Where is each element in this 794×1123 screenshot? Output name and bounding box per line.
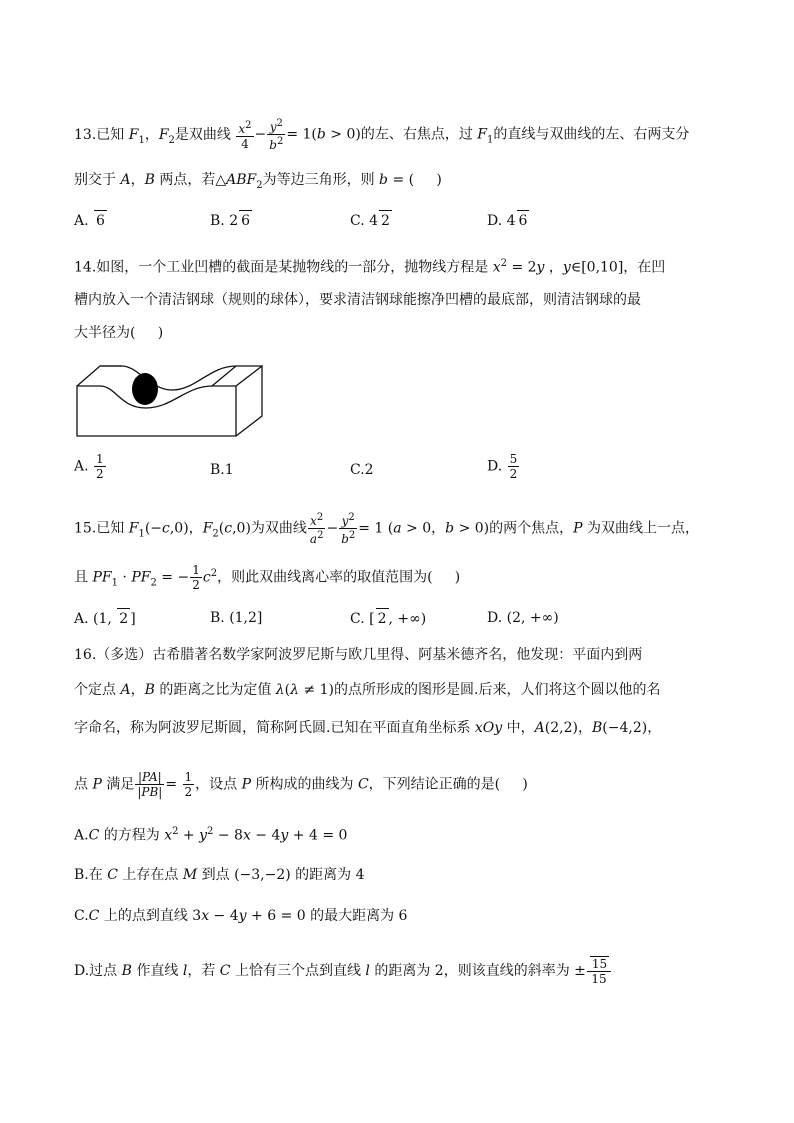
- q13-stem-line2: 别交于 A，B 两点，若$\triangle ABF_2$为等边三角形，则 b = ( ): [74, 172, 442, 191]
- q15-option-a: A. (1, 2 ]: [74, 608, 136, 629]
- q13-option-b: B. 2 6: [210, 210, 252, 231]
- q13-frac-y: $\frac{y^2}{b^2}$: [269, 118, 284, 152]
- groove-figure: [76, 350, 266, 440]
- q15-stem-line2: 且 $PF_1 \cdot PF_2$ = − $\frac{1}{2}$ $c^2$，则此双曲线离心率的取值范围为( ): [74, 563, 461, 592]
- q13-option-a: A. 6: [74, 210, 107, 231]
- q14-option-b: B.1: [210, 462, 234, 478]
- steel-ball: [132, 373, 158, 405]
- q16-stem-line4: 点 P 满足 $\frac{|PA|}{|PB|}$ = $\frac{1}{2}$ ，设点 P 所构成的曲线为 C，下列结论正确的是( ): [74, 770, 528, 799]
- q13-frac-x: $\frac{x^2}{4}$: [238, 119, 252, 151]
- q14-stem-line1: 14.如图，一个工业凹槽的截面是某抛物线的一部分，抛物线方程是 $x^2 = 2y$ ，y∈[0,10]，在凹: [74, 258, 666, 276]
- q16-option-d: D.过点 B 作直线 l，若 C 上恰有三个点到直线 l 的距离为 2，则该直线的斜率为 ± $\frac{15}{15}$: [74, 956, 612, 986]
- q15-option-b: B. (1,2]: [210, 610, 263, 626]
- q16-option-a: A.C 的方程为 $x^2 + y^2 - 8x - 4y + 4 = 0$: [74, 826, 348, 844]
- q14-option-d: D. $\frac{5}{2}$: [487, 452, 518, 481]
- q16-option-c: C.C 上的点到直线 3x − 4y + 6 = 0 的最大距离为 6: [74, 908, 408, 924]
- q15-option-c: C. [ 2 , +∞): [350, 608, 426, 629]
- q14-option-a: A. $\frac{1}{2}$: [74, 452, 104, 481]
- q14-stem-line2: 槽内放入一个清洁钢球（规则的球体），要求清洁钢球能擦净凹槽的最底部，则清洁钢球的最: [74, 292, 641, 308]
- q15-option-d: D. (2, +∞): [487, 610, 559, 626]
- q16-stem-line2: 个定点 A，B 的距离之比为定值 λ(λ ≠ 1)的点所形成的图形是圆.后来，人们将这个圆以他的名: [74, 682, 661, 698]
- q16-stem-line3: 字命名，称为阿波罗尼斯圆，简称阿氏圆.已知在平面直角坐标系 xOy 中，A(2,2)，B(−4,2)，: [74, 720, 662, 736]
- q14-option-c: C.2: [350, 462, 374, 478]
- q13-stem-line1: 13.已知 $F_1$，$F_2$是双曲线 $\frac{x^2}{4}$ − $\frac{y^2}{b^2}$ = 1(b > 0)的左、右焦点，过 $F_1$的直线与双曲线的左、右两支分: [74, 118, 690, 152]
- q16-option-b: B.在 C 上存在点 M 到点 (−3,−2) 的距离为 4: [74, 867, 365, 883]
- q13-text-a: 13.已知 $F_1$，$F_2$是双曲线: [74, 126, 231, 146]
- q16-stem-line1: 16.（多选）古希腊著名数学家阿波罗尼斯与欧几里得、阿基米德齐名，他发现：平面内到两: [74, 647, 643, 663]
- q13-option-d: D. 4 6: [487, 210, 529, 231]
- q14-stem-line3: 大半径为( ): [74, 325, 164, 341]
- q13-option-c: C. 4 2: [350, 210, 392, 231]
- q15-stem-line1: 15.已知 $F_1(-c,0)$，$F_2(c,0)$为双曲线 $\frac{x^2}{a^2}$ − $\frac{y^2}{b^2}$ = 1 (a > 0，b > 0)的两个焦点，P 为双曲线上一点，: [74, 512, 699, 546]
